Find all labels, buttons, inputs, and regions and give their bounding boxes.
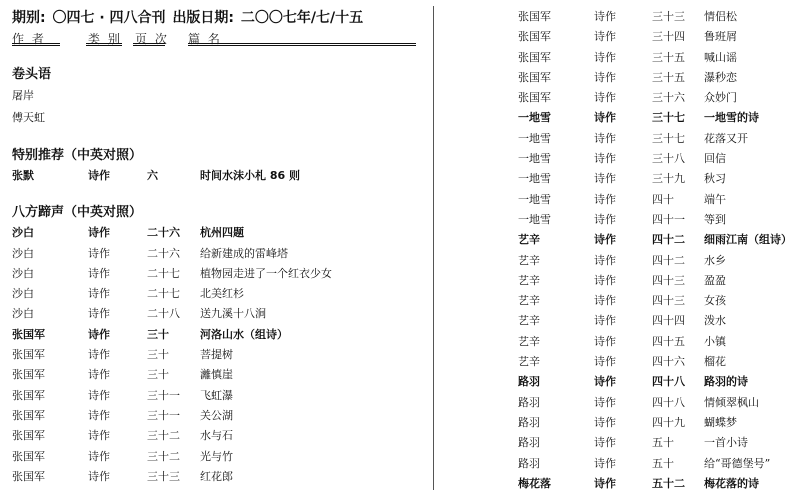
left-column (12, 8, 432, 487)
toc-row (518, 88, 798, 108)
toc-category: 诗作 (88, 169, 110, 182)
toc-row (518, 454, 798, 474)
toc-row (12, 244, 432, 264)
toc-row (12, 365, 432, 385)
toc-author: 艺辛 (518, 233, 540, 247)
toc-title: 菩提树 (200, 348, 233, 362)
toc-author: 一地雪 (518, 172, 551, 186)
toc-row (12, 284, 432, 304)
toc-row (518, 372, 798, 392)
toc-category: 诗作 (594, 30, 616, 44)
toc-row (12, 264, 432, 284)
toc-title: 端午 (704, 192, 726, 206)
col-title-header: 篇 名 (188, 32, 222, 46)
title-header-rule (188, 43, 416, 46)
toc-title: 一首小诗 (704, 436, 748, 450)
toc-row (518, 190, 798, 210)
toc-row (12, 426, 432, 446)
toc-author: 一地雪 (518, 212, 551, 226)
toc-category: 诗作 (594, 253, 616, 267)
issue-header (12, 8, 432, 28)
toc-title: 小镇 (704, 334, 726, 348)
toc-author: 张国军 (12, 327, 45, 341)
toc-category: 诗作 (594, 334, 616, 348)
toc-title: 时间水沫小札 86 则 (200, 169, 300, 182)
toc-title: 梅花落的诗 (704, 476, 759, 490)
toc-title: 等到 (704, 212, 726, 226)
toc-category: 诗作 (594, 131, 616, 145)
toc-category: 诗作 (594, 273, 616, 287)
toc-title: 情侣松 (704, 10, 737, 23)
toc-category: 诗作 (88, 327, 110, 341)
toc-row (518, 474, 798, 494)
toc-author: 路羽 (518, 415, 540, 429)
toc-category: 诗作 (88, 348, 110, 362)
toc-row (518, 48, 798, 68)
section-title: 八方蹄声（中英对照） (12, 205, 143, 221)
toc-category: 诗作 (594, 415, 616, 429)
toc-title: 细雨江南（组诗） (704, 233, 792, 247)
toc-category: 诗作 (88, 307, 110, 321)
toc-category: 诗作 (88, 368, 110, 382)
toc-category: 诗作 (594, 476, 616, 490)
toc-title: 关公湖 (200, 408, 233, 422)
toc-category: 诗作 (88, 246, 110, 260)
toc-author: 路羽 (518, 395, 540, 409)
toc-page: 四十二 (652, 233, 685, 247)
toc-page: 四十八 (652, 375, 685, 389)
toc-row (12, 467, 432, 487)
toc-section (12, 146, 432, 186)
toc-title: 蝴蝶梦 (704, 415, 737, 429)
toc-row (518, 68, 798, 88)
category-header-rule (86, 43, 122, 46)
toc-category: 诗作 (594, 212, 616, 226)
toc-title: 情倾翠枫山 (704, 395, 759, 409)
toc-page: 四十三 (652, 294, 685, 308)
toc-title: 水乡 (704, 253, 726, 267)
toc-title: 红花郎 (200, 469, 233, 483)
toc-author: 沙白 (12, 226, 34, 240)
toc-title: 水与石 (200, 429, 233, 443)
toc-page: 四十四 (652, 314, 685, 328)
toc-title: 路羽的诗 (704, 375, 748, 389)
toc-page: 三十三 (147, 469, 180, 483)
toc-page: 三十二 (147, 449, 180, 463)
toc-author: 艺辛 (518, 355, 540, 369)
issue-label: 期别: (12, 10, 46, 26)
toc-page: 五十 (652, 456, 674, 470)
toc-row (12, 386, 432, 406)
toc-category: 诗作 (594, 233, 616, 247)
toc-category: 诗作 (594, 314, 616, 328)
col-category-header: 类 别 (88, 32, 122, 46)
toc-title: 植物园走进了一个红衣少女 (200, 266, 332, 280)
toc-title: 杭州四题 (200, 226, 244, 240)
toc-row (518, 291, 798, 311)
toc-author: 张国军 (12, 388, 45, 402)
section-title: 特别推荐（中英对照） (12, 148, 143, 163)
toc-page: 二十七 (147, 266, 180, 280)
toc-category: 诗作 (88, 449, 110, 463)
toc-row (518, 413, 798, 433)
toc-row (518, 230, 798, 250)
toc-author: 艺辛 (518, 314, 540, 328)
toc-author: 张国军 (518, 10, 551, 23)
toc-author: 艺辛 (518, 253, 540, 267)
toc-author: 梅花落 (518, 476, 551, 490)
toc-author: 张国军 (518, 50, 551, 64)
toc-author: 张国军 (12, 348, 45, 362)
toc-author: 张国军 (518, 91, 551, 105)
column-divider (433, 6, 434, 490)
toc-title: 喊山谣 (704, 50, 737, 64)
col-author-header: 作 者 (12, 32, 46, 46)
toc-category: 诗作 (594, 111, 616, 125)
toc-page: 四十五 (652, 334, 685, 348)
toc-category: 诗作 (594, 50, 616, 64)
toc-author: 张国军 (12, 368, 45, 382)
right-column (518, 7, 798, 494)
toc-row (518, 108, 798, 128)
toc-row (518, 271, 798, 291)
toc-category: 诗作 (594, 70, 616, 84)
toc-author: 张国军 (12, 408, 45, 422)
toc-page: 四十一 (652, 212, 685, 226)
toc-page: 四十二 (652, 253, 685, 267)
section-title: 卷头语 (12, 67, 52, 82)
toc-category: 诗作 (594, 456, 616, 470)
toc-category: 诗作 (594, 10, 616, 23)
toc-author: 一地雪 (518, 111, 551, 125)
toc-page: 三十二 (147, 429, 180, 443)
toc-row (518, 129, 798, 149)
toc-category: 诗作 (88, 469, 110, 483)
toc-section (12, 203, 432, 487)
toc-row (518, 311, 798, 331)
toc-page: 三十三 (652, 10, 685, 23)
toc-row (12, 223, 432, 243)
toc-section (12, 65, 432, 129)
toc-category: 诗作 (88, 226, 110, 240)
toc-author: 路羽 (518, 436, 540, 450)
toc-category: 诗作 (594, 355, 616, 369)
toc-page: 四十 (652, 192, 674, 206)
toc-category: 诗作 (594, 375, 616, 389)
toc-page: 三十 (147, 348, 169, 362)
toc-page: 四十六 (652, 355, 685, 369)
toc-page: 六 (147, 169, 158, 182)
toc-author: 路羽 (518, 456, 540, 470)
toc-page: 二十八 (147, 307, 180, 321)
toc-page: 五十 (652, 436, 674, 450)
toc-title: 女孩 (704, 294, 726, 308)
toc-author: 一地雪 (518, 192, 551, 206)
toc-title: 回信 (704, 152, 726, 166)
toc-row (518, 169, 798, 189)
toc-page: 三十六 (652, 91, 685, 105)
toc-title: 泼水 (704, 314, 726, 328)
toc-row (518, 393, 798, 413)
toc-author: 沙白 (12, 307, 34, 321)
toc-title: 众妙门 (704, 91, 737, 105)
toc-page: 三十四 (652, 30, 685, 44)
toc-category: 诗作 (594, 192, 616, 206)
toc-row (518, 352, 798, 372)
author-header-rule (12, 43, 60, 46)
toc-category: 诗作 (594, 152, 616, 166)
toc-title: 瀑秒恋 (704, 70, 737, 84)
toc-category: 诗作 (88, 429, 110, 443)
toc-author: 张国军 (12, 429, 45, 443)
toc-category: 诗作 (594, 294, 616, 308)
toc-row (518, 332, 798, 352)
toc-title: 送九溪十八涧 (200, 307, 266, 321)
toc-page: 三十九 (652, 172, 685, 186)
toc-page: 二十七 (147, 287, 180, 301)
toc-page: 三十五 (652, 50, 685, 64)
toc-category: 诗作 (88, 287, 110, 301)
toc-page: 三十七 (652, 131, 685, 145)
toc-row (12, 304, 432, 324)
toc-category: 诗作 (88, 388, 110, 402)
toc-title: 鲁班屑 (704, 30, 737, 44)
toc-title: 秋习 (704, 172, 726, 186)
toc-author: 艺辛 (518, 294, 540, 308)
toc-category: 诗作 (594, 395, 616, 409)
page-header-rule (133, 43, 165, 46)
toc-row (518, 149, 798, 169)
toc-page: 四十九 (652, 415, 685, 429)
toc-page: 四十三 (652, 273, 685, 287)
toc-page: 二十六 (147, 246, 180, 260)
toc-title: 光与竹 (200, 449, 233, 463)
toc-row (12, 325, 432, 345)
toc-title: 一地雪的诗 (704, 111, 759, 125)
toc-page: 二十六 (147, 226, 180, 240)
toc-author: 一地雪 (518, 152, 551, 166)
toc-author: 一地雪 (518, 131, 551, 145)
toc-category: 诗作 (594, 91, 616, 105)
toc-author: 艺辛 (518, 334, 540, 348)
toc-row (12, 166, 432, 186)
toc-author: 沙白 (12, 287, 34, 301)
toc-row (518, 251, 798, 271)
toc-page: 三十八 (652, 152, 685, 166)
toc-author: 路羽 (518, 375, 540, 389)
toc-title: 灕慎崖 (200, 368, 233, 382)
toc-page: 三十一 (147, 408, 180, 422)
toc-row (12, 345, 432, 365)
toc-title: 河洛山水（组诗） (200, 327, 288, 341)
toc-author: 张国军 (12, 469, 45, 483)
toc-row (12, 406, 432, 426)
toc-category: 诗作 (594, 436, 616, 450)
toc-author: 张国军 (12, 449, 45, 463)
toc-title: 北美红杉 (200, 287, 244, 301)
toc-row (518, 7, 798, 27)
toc-author: 沙白 (12, 246, 34, 260)
date-label: 出版日期: (172, 10, 235, 26)
issue-value: 〇四七 · 四八合刊 (52, 10, 166, 26)
toc-page: 三十 (147, 327, 169, 341)
toc-author: 艺辛 (518, 273, 540, 287)
toc-page: 三十五 (652, 70, 685, 84)
toc-category: 诗作 (88, 266, 110, 280)
toc-title: 盈盈 (704, 273, 726, 287)
toc-author: 张国军 (518, 30, 551, 44)
toc-title: 花落又开 (704, 131, 748, 145)
toc-author: 沙白 (12, 266, 34, 280)
toc-title: 飞虹瀑 (200, 388, 233, 402)
toc-row (518, 433, 798, 453)
toc-category: 诗作 (88, 408, 110, 422)
toc-row (518, 210, 798, 230)
toc-title: 给新建成的雷峰塔 (200, 246, 288, 260)
toc-author: 张国军 (518, 70, 551, 84)
toc-title: 给“哥德堡号” (704, 456, 771, 470)
toc-row (518, 27, 798, 47)
section-author: 傅天虹 (12, 111, 45, 124)
toc-row (12, 447, 432, 467)
toc-page: 三十 (147, 368, 169, 382)
toc-page: 三十一 (147, 388, 180, 402)
date-value: 二〇〇七年/七/十五 (240, 10, 364, 26)
col-page-header: 页 次 (135, 32, 169, 46)
toc-page: 四十八 (652, 395, 685, 409)
section-author: 屠岸 (12, 89, 34, 102)
toc-author: 张默 (12, 169, 34, 182)
sections (12, 65, 432, 487)
toc-category: 诗作 (594, 172, 616, 186)
toc-title: 榴花 (704, 355, 726, 369)
toc-page: 三十七 (652, 111, 685, 125)
toc-page: 五十二 (652, 476, 685, 490)
